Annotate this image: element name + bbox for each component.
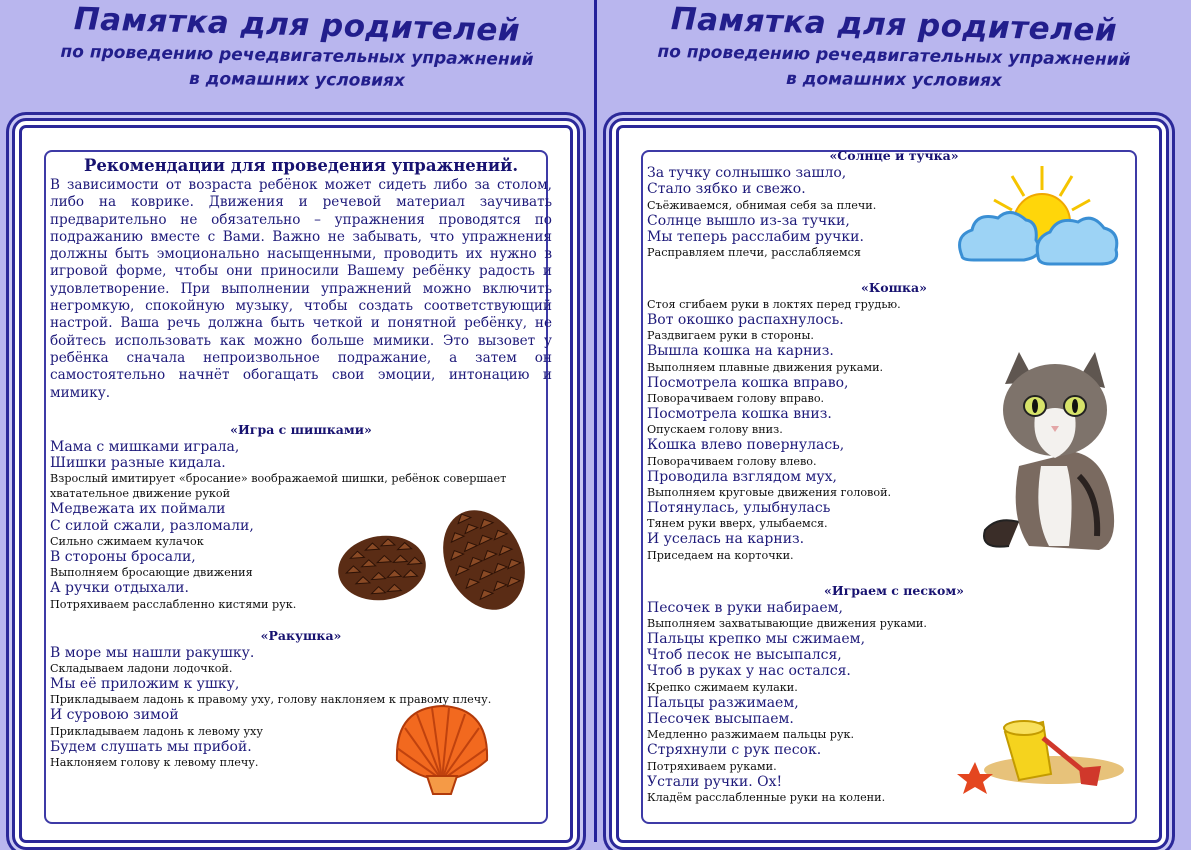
instruction-line: Выполняем круговые движения головой. (647, 485, 892, 499)
page-subtitle: по проведению речедвигательных упражнений (60, 41, 534, 71)
pine-cones-image (334, 506, 534, 618)
instruction-line: Поворачиваем голову вправо. (647, 392, 825, 406)
verse-line: За тучку солнышко зашло, (647, 165, 847, 181)
verse-line: Вот окошко распахнулось. (647, 312, 844, 329)
verse-line: Кошка влево повернулась, (647, 437, 845, 454)
page-title: Памятка для родителей (73, 1, 521, 49)
right-panel (597, 0, 1191, 842)
instruction-line: Поворачиваем голову влево. (647, 454, 817, 468)
verse-line: Потянулась, улыбнулась (647, 499, 831, 516)
verse-line: В море мы нашли ракушку. (50, 644, 255, 661)
seashell-image (387, 698, 497, 798)
verse-line: Стряхнули с рук песок. (647, 742, 822, 759)
verse-line: Проводила взглядом мух, (647, 468, 837, 485)
verse-line: Мы её приложим к ушку, (50, 675, 240, 692)
left-frame (12, 118, 580, 850)
verse-line: Песочек высыпаем. (647, 711, 794, 728)
verse-line: Вышла кошка на карниз. (647, 343, 834, 360)
section-title-sun-cloud: «Солнце и тучка» (829, 148, 959, 163)
recommendations-title: Рекомендации для проведения упражнений. (83, 156, 519, 175)
right-header (597, 1, 1191, 92)
left-panel (0, 0, 594, 842)
instruction-line: Расправляем плечи, расслабляемся (647, 246, 861, 260)
instruction-line: Раздвигаем руки в стороны. (647, 329, 814, 343)
page-subtitle-right: по проведению речедвигательных упражнений (657, 41, 1131, 71)
page-subtitle-2: в домашних условиях (188, 69, 406, 91)
section-title-cat: «Кошка» (861, 280, 927, 296)
instruction-line: Медленно разжимаем пальцы рук. (647, 728, 855, 742)
verse-line: Мы теперь расслабим ручки. (647, 228, 864, 245)
instruction-line: Сильно сжимаем кулачок (50, 535, 204, 549)
instruction-line: Прикладываем ладонь к левому уху (50, 724, 263, 738)
instruction-line: Прикладываем ладонь к правому уху, голову наклоняем к правому плечу. (50, 693, 492, 707)
verse-line: А ручки отдыхали. (50, 580, 189, 597)
instruction-line: Съёживаемся, обнимая себя за плечи. (647, 198, 877, 212)
verse-line: Медвежата их поймали (50, 501, 226, 518)
verse-line: В стороны бросали, (50, 549, 196, 566)
sand-bucket-image (939, 688, 1129, 798)
verse-line: Шишки разные кидала. (50, 455, 226, 472)
instruction-line: Крепко сжимаем кулаки. (647, 680, 798, 694)
instruction-line: Стоя сгибаем руки в локтях перед грудью. (647, 298, 901, 312)
left-content (50, 156, 552, 770)
instruction-line: Потряхиваем руками. (647, 759, 777, 773)
instruction-line: Кладём расслабленные руки на колени. (647, 790, 886, 804)
verse-line: С силой сжали, разломали, (50, 517, 254, 534)
instruction-line: Приседаем на корточки. (647, 548, 794, 562)
instruction-line: Тянем руки вверх, улыбаемся. (647, 517, 828, 531)
section-title-shell: «Ракушка» (260, 627, 342, 643)
cat-image (979, 346, 1129, 566)
verse-line: Посмотрела кошка вправо, (647, 374, 849, 391)
page-subtitle-2-right: в домашних условиях (785, 69, 1003, 91)
right-frame (609, 118, 1169, 850)
verse-line: И уселась на карниз. (647, 531, 805, 548)
section-title-sand: «Играем с песком» (824, 582, 964, 598)
verse-line: Пальцы разжимаем, (647, 694, 799, 711)
instruction-line: Взрослый имитирует «бросание» воображаемой шишки, ребёнок совершает хватательное движение рукой (50, 472, 507, 501)
instruction-line: Выполняем захватывающие движения руками. (647, 616, 927, 630)
instruction-line: Выполняем плавные движения руками. (647, 360, 884, 374)
left-header (0, 1, 594, 92)
page-title-right: Памятка для родителей (670, 1, 1118, 49)
sun-cloud-image (954, 160, 1124, 272)
verse-line: Песочек в руки набираем, (647, 599, 843, 616)
verse-line: Пальцы крепко мы сжимаем, (647, 630, 866, 647)
verse-line: Мама с мишками играла, (50, 438, 240, 455)
verse-line: Солнце вышло из-за тучки, (647, 212, 850, 229)
section-title-cones: «Игра с шишками» (230, 421, 372, 437)
verse-line: Будем слушать мы прибой. (50, 738, 252, 755)
verse-line: Стало зябко и свежо. (647, 181, 806, 198)
instruction-line: Складываем ладони лодочкой. (50, 661, 233, 675)
instruction-line: Наклоняем голову к левому плечу. (50, 755, 259, 769)
instruction-line: Опускаем голову вниз. (647, 423, 783, 437)
verse-line: Устали ручки. Ох! (647, 773, 783, 790)
verse-line: И суровою зимой (50, 707, 179, 724)
verse-line: Посмотрела кошка вниз. (647, 406, 832, 423)
instruction-line: Потряхиваем расслабленно кистями рук. (50, 597, 297, 611)
recommendations-text: В зависимости от возраста ребёнок может сидеть либо за столом, либо на коврике. Движения и речевой материал заучивать предварительно не обязательно – упражнения проводятся по подражанию вместе с Вами. Важно не забывать, что упражнения должны быть эмоционально насыщенными, проводить их нужно в игровой форме, чтобы они приносили Вашему ребёнку радость и удовлетворение. При выполнении упражнений можно включить негромкую, спокойную музыку, чтобы создать соответствующий настрой. Ваша речь должна быть четкой и понятной ребёнку, не бойтесь использовать как можно больше мимики. Это вызовет у ребёнка сначала непроизвольное подражание, а затем он самостоятельно начнёт обогащать свои эмоции, интонацию и мимику. (50, 177, 552, 401)
verse-line: Чтоб в руках у нас остался. (647, 663, 851, 680)
instruction-line: Выполняем бросающие движения (50, 566, 253, 580)
verse-line: Чтоб песок не высыпался, (647, 647, 842, 664)
